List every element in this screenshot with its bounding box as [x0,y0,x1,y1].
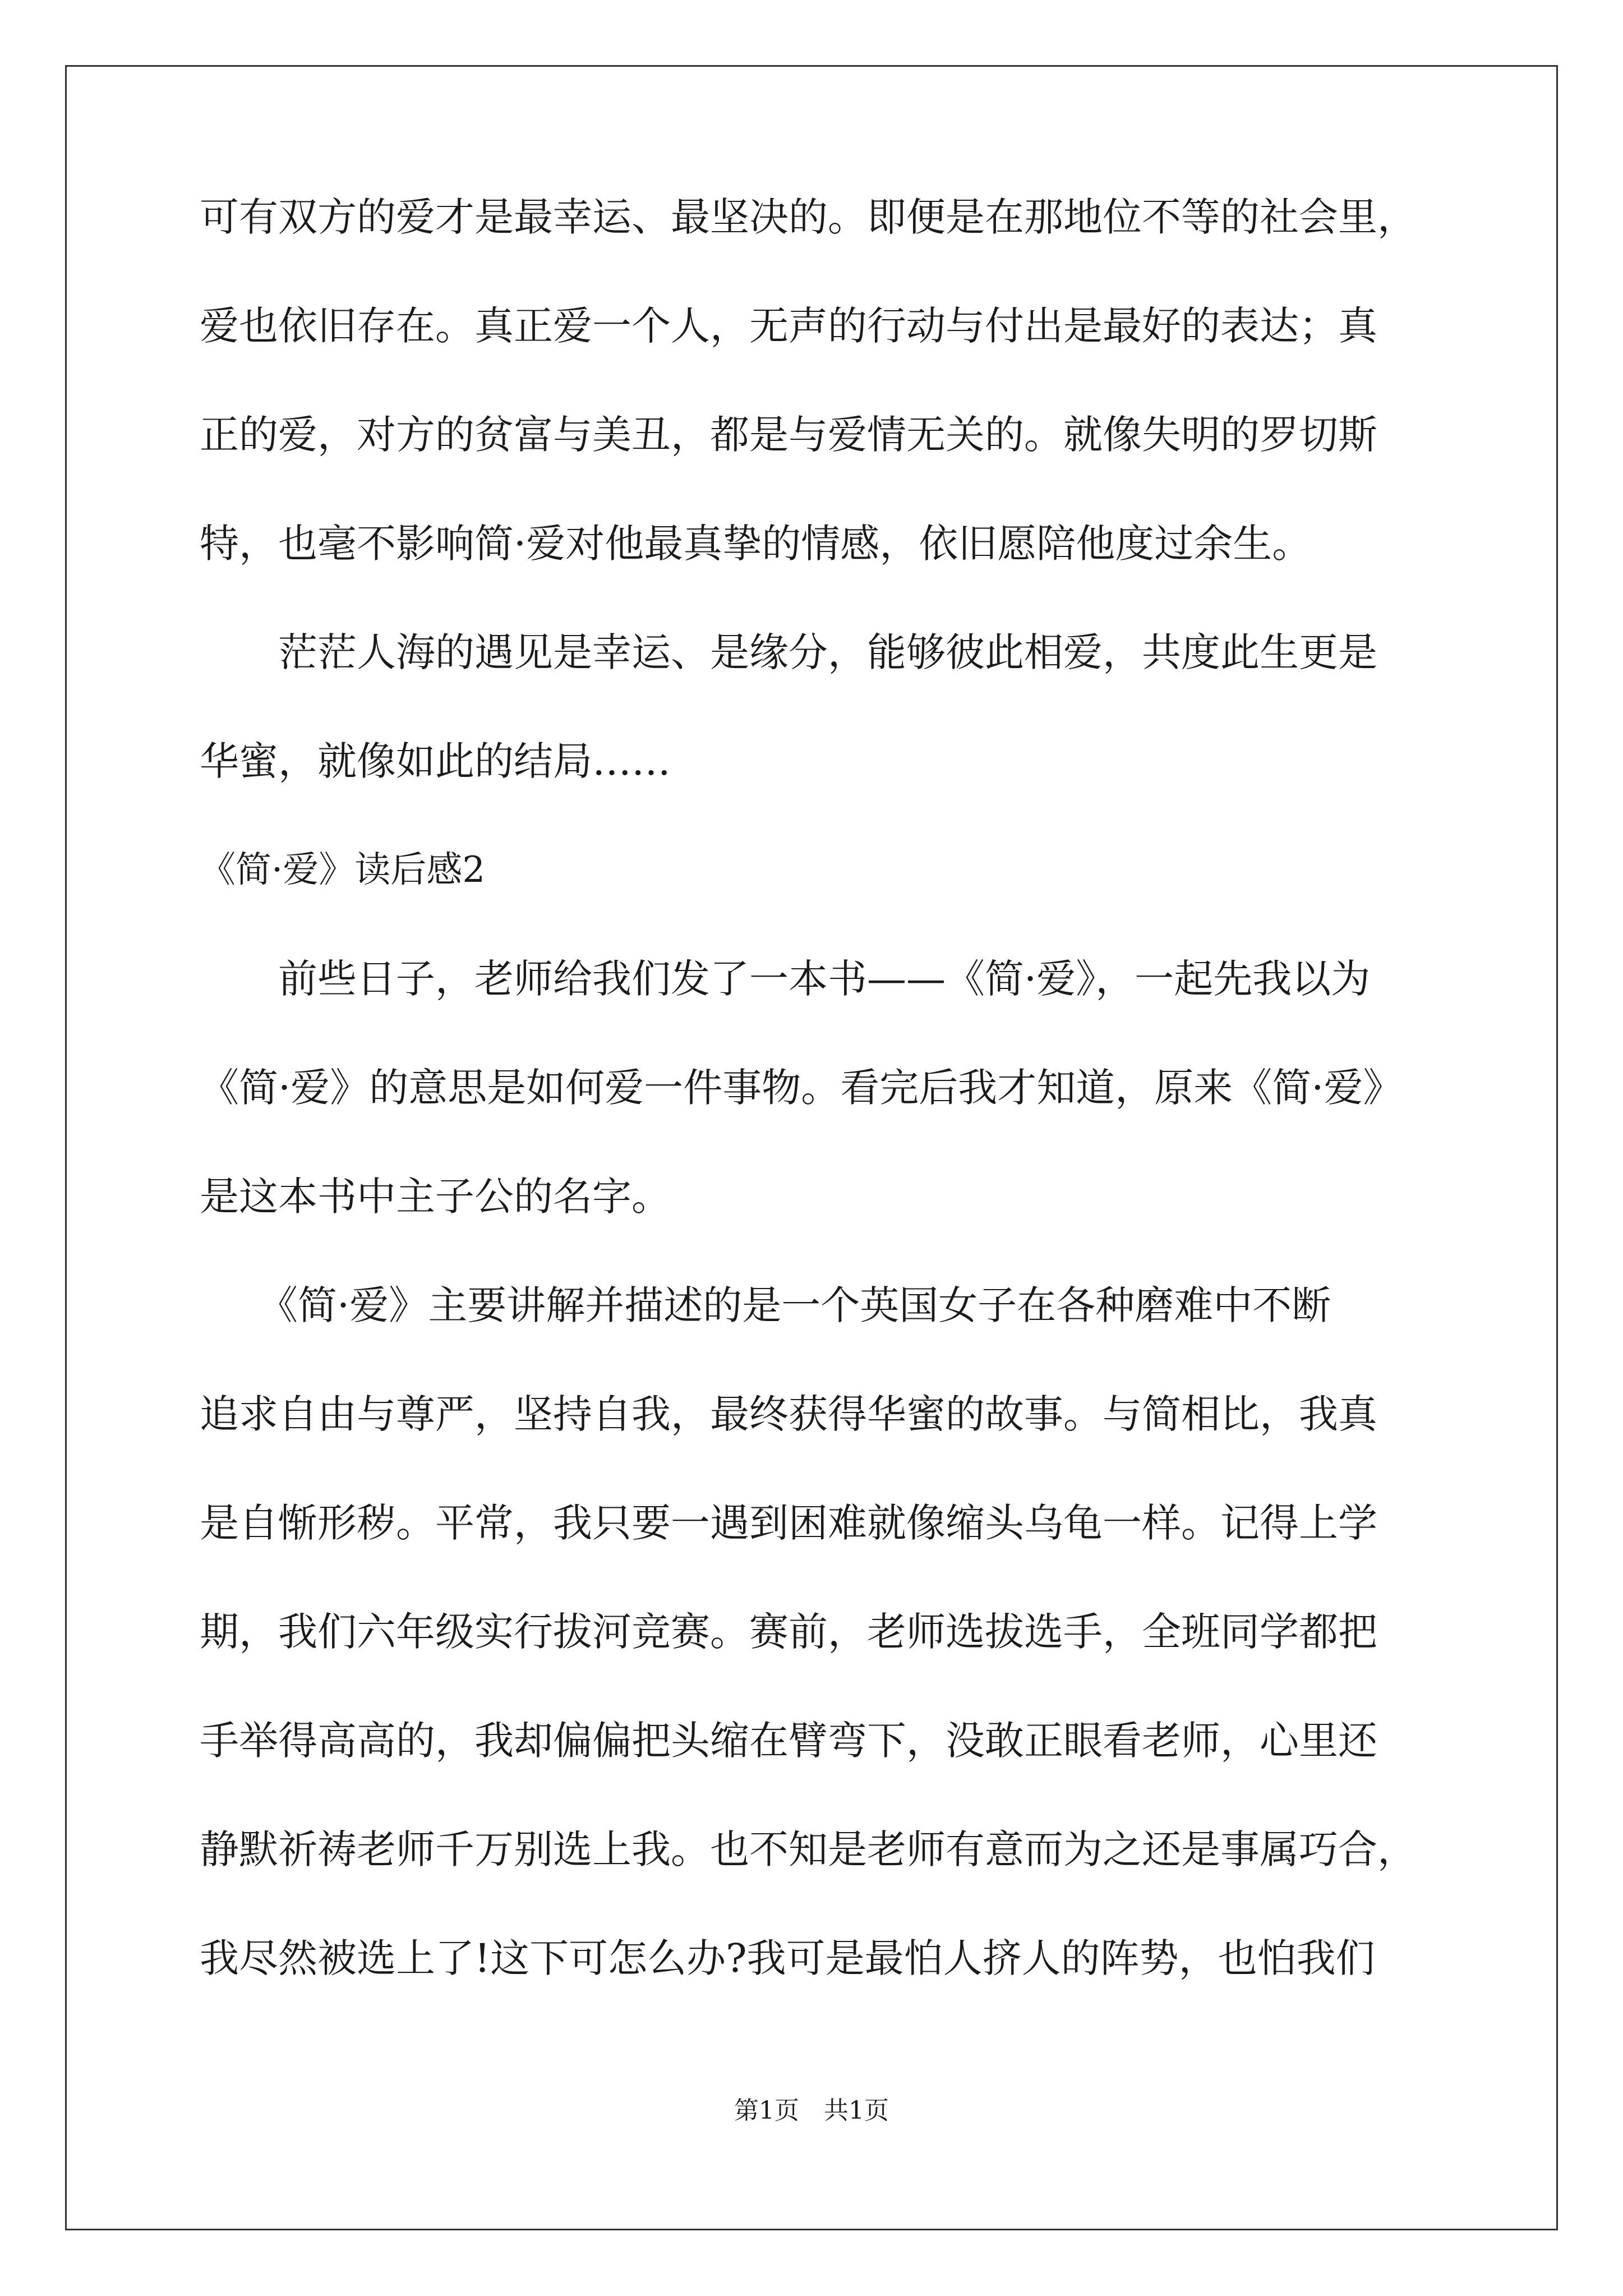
text-line: 我尽然被选上了!这下可怎么办?我可是最怕人挤人的阵势，也怕我们 [200,1935,1375,1981]
text-line: 是自惭形秽。平常，我只要一遇到困难就像缩头乌龟一样。记得上学 [200,1500,1377,1546]
text-line: 手举得高高的，我却偏偏把头缩在臂弯下，没敢正眼看老师，心里还 [200,1718,1377,1764]
text-line: 《简·爱》的意思是如何爱一件事物。看完后我才知道，原来《简·爱》 [200,1065,1403,1111]
text-line: 可有双方的爱才是最幸运、最坚决的。即便是在那地位不等的社会里， [200,194,1417,240]
text-line: 期，我们六年级实行拔河竞赛。赛前，老师选拔选手，全班同学都把 [200,1609,1377,1655]
text-line: 爱也依旧存在。真正爱一个人，无声的行动与付出是最好的表达；真 [200,303,1377,349]
text-line: 特，也毫不影响简·爱对他最真挚的情感，依旧愿陪他度过余生。 [200,521,1312,567]
text-line: 是这本书中主子公的名字。 [200,1174,671,1220]
text-line: 前些日子，老师给我们发了一本书——《简·爱》，一起先我以为 [200,956,1371,1002]
text-line: 华蜜，就像如此的结局…… [200,738,671,784]
text-line: 《简·爱》主要讲解并描述的是一个英国女子在各种磨难中不断 [200,1282,1331,1328]
document-body [200,196,1433,2046]
text-line: 茫茫人海的遇见是幸运、是缘分，能够彼此相爱，共度此生更是 [200,629,1377,675]
page-footer: 第1页 共1页 [734,2096,889,2125]
section-heading: 《简·爱》读后感2 [200,849,486,891]
text-line: 追求自由与尊严，坚持自我，最终获得华蜜的故事。与简相比，我真 [200,1391,1377,1437]
text-line: 静默祈祷老师千万别选上我。也不知是老师有意而为之还是事属巧合， [200,1826,1417,1872]
text-line: 正的爱，对方的贫富与美丑，都是与爱情无关的。就像失明的罗切斯 [200,412,1377,458]
